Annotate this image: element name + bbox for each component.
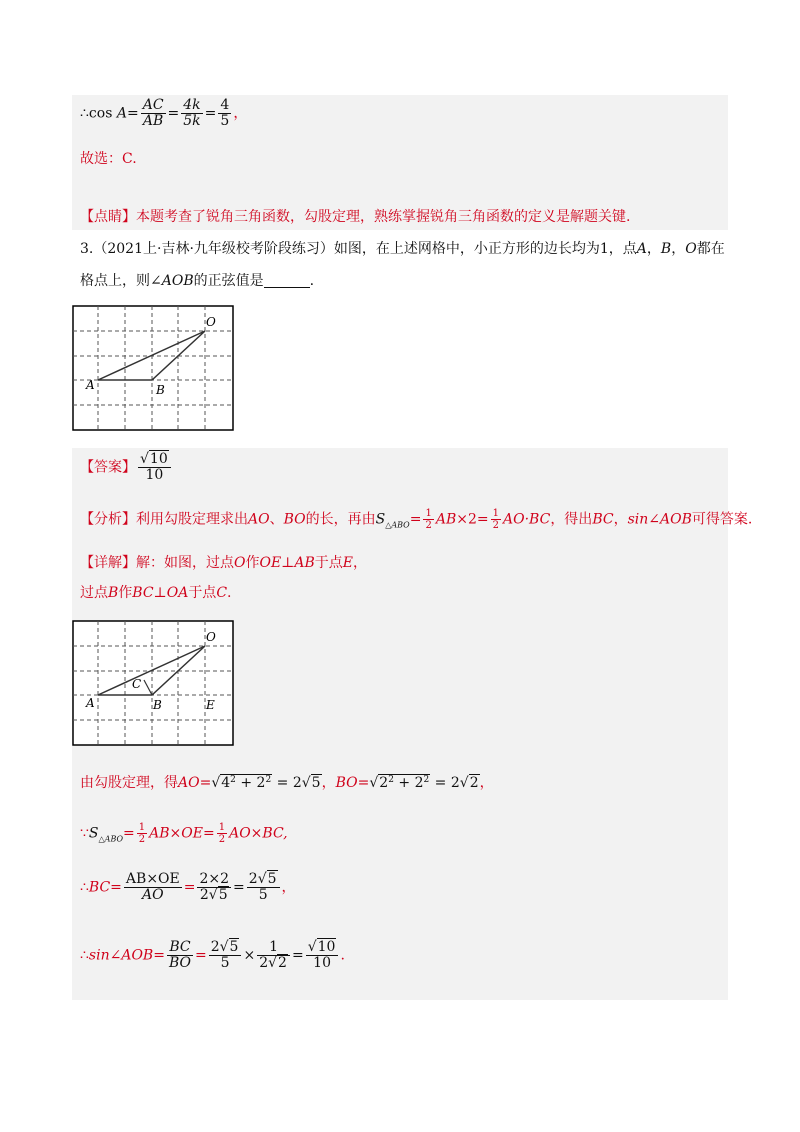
answer-choice: 故选：C. <box>80 151 137 167</box>
cos-a-equation: ∴cos A= $\frac{AC}{AB}$ = $\frac{4k}{5k}$ = $\frac{4}{5}$ ， <box>80 97 248 129</box>
area-equation-line: $\because S_{\triangle ABO}=$ $\frac{1}{2}$ AB×OE= $\frac{1}{2}$ AO×BC, <box>80 822 288 845</box>
problem-statement-line2: 格点上，则∠AOB的正弦值是 . <box>80 273 315 289</box>
pythagoras-line: 由勾股定理，得$AO=√4^2 + 2^2 = 2√5$，$BO=√2^2 + 2^2 = 2√2$， <box>80 775 494 791</box>
sin-aob-line: ∴sin∠AOB= $\frac{BC}{BO}$ = $\frac{2√5}{5}$ × $\frac{1}{2√2}$ = $\frac{√10}{10}$ . <box>80 939 345 971</box>
detail-line1: 【详解】解：如图，过点O作OE⊥AB于点E， <box>80 555 367 571</box>
analysis-line: 【分析】利用勾股定理求出AO、BO的长，再由$S_{\triangle ABO}=$ $\frac{1}{2}$ AB×2= $\frac{1}{2}$ AO·BC，得出BC，sin∠AOB可得答案. <box>80 508 753 531</box>
grid-figure-2 <box>72 620 234 746</box>
label-e: E <box>206 698 215 712</box>
label-o-2: O <box>206 630 216 644</box>
bc-calculation-line: ∴BC= $\frac{AB\times OE}{AO}$ = $\frac{2\times 2}{2√5}$ = $\frac{2√5}{5}$ ， <box>80 871 296 903</box>
answer-blank <box>264 273 310 288</box>
label-c: C <box>132 677 142 691</box>
comment-line: 【点睛】本题考查了锐角三角函数，勾股定理，熟练掌握锐角三角函数的定义是解题关键. <box>80 209 631 225</box>
label-a-2: A <box>86 696 95 710</box>
grid-figure-1 <box>72 305 234 431</box>
answer-line: 【答案】 $\frac{√10}{10}$ <box>80 452 173 483</box>
label-b-2: B <box>153 698 162 712</box>
label-a: A <box>86 378 95 392</box>
problem-statement-line1: 3.（2021上·吉林·九年级校考阶段练习）如图，在上述网格中，小正方形的边长均为1，点A，B，O都在 <box>80 241 725 257</box>
label-o: O <box>206 315 216 329</box>
label-b: B <box>156 383 165 397</box>
detail-line2: 过点B作BC⊥OA于点C. <box>80 585 232 601</box>
